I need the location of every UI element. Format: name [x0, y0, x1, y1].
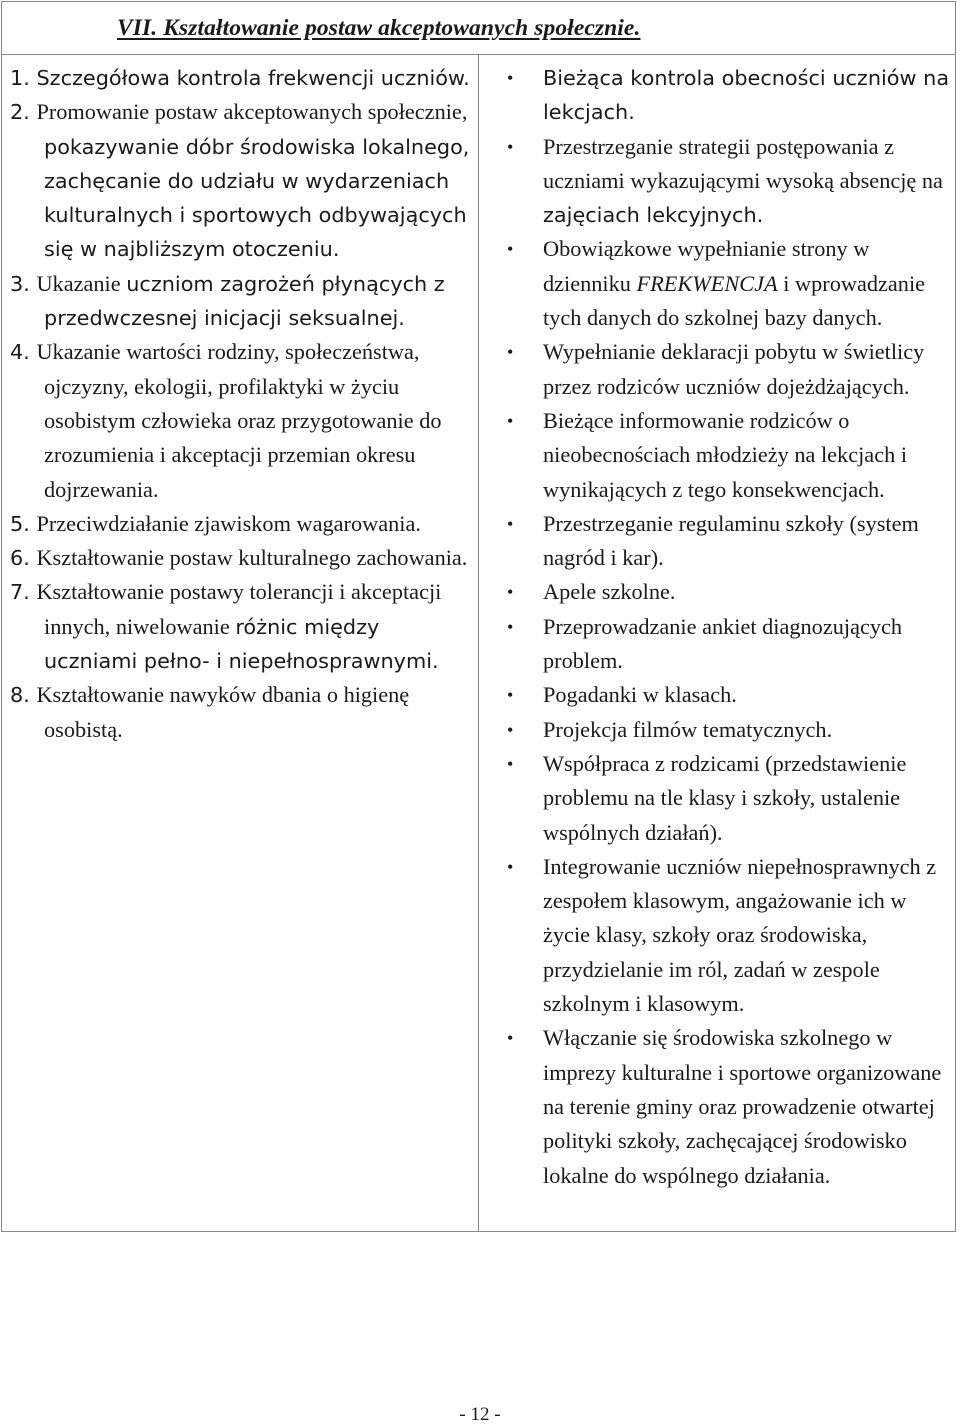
text-segment: Przestrzeganie regulaminu szkoły (system nagród i kar).	[543, 510, 919, 571]
title-cell	[2, 2, 956, 55]
goals-cell	[2, 55, 479, 1232]
text-segment: Projekcja filmów tematycznych.	[543, 716, 833, 742]
goal-item	[10, 61, 470, 95]
text-segment: Integrowanie uczniów niepełnosprawnych z zespołem klasowym, angażowanie ich w życie klasy, szkoły oraz środowiska, przydzielanie im ról, zadań w zespole szkolnym i klasowym.	[543, 853, 937, 1017]
goal-item	[10, 575, 470, 678]
goals-list	[2, 55, 478, 747]
bullet-icon: •	[507, 68, 514, 88]
task-item	[479, 575, 951, 609]
bullet-icon: •	[507, 239, 514, 260]
task-item	[479, 130, 951, 233]
text-segment: 4.	[10, 340, 37, 365]
tasks-list	[479, 55, 955, 1193]
tasks-cell	[479, 55, 956, 1232]
text-segment: Bieżąca kontrola obecności uczniów na lekcjach.	[543, 66, 950, 125]
text-segment: Bieżące informowanie rodziców o nieobecnościach młodzieży na lekcjach i wynikających z tego konsekwencjach.	[543, 407, 908, 502]
text-segment: 3.	[10, 271, 37, 296]
text-segment: Przeprowadzanie ankiet diagnozujących problem.	[543, 613, 903, 674]
text-segment: Przeciwdziałanie zjawiskom wagarowania.	[36, 510, 421, 536]
text-segment: Obowiązkowe wypełnianie strony w dzienniku	[543, 236, 870, 296]
text-segment: Włączanie się środowiska szkolnego w imprezy kulturalne i sportowe organizowane na terenie gminy oraz prowadzenie otwartej polityki szkoły, zachęcającej środowisko lokalne do wspólnego działania.	[543, 1025, 942, 1188]
text-segment: Przestrzeganie strategii postępowania z uczniami wykazującymi wysoką absencję na	[543, 133, 943, 193]
text-segment: 1. Szczegółowa kontrola frekwencji uczniów.	[10, 66, 470, 90]
title-row	[2, 2, 956, 55]
text-segment: różnic między uczniami pełno- i niepełnosprawnymi.	[44, 614, 439, 674]
goal-item	[10, 95, 470, 266]
goal-item	[10, 267, 470, 336]
bullet-icon: •	[507, 616, 514, 637]
text-segment: 8.	[10, 683, 37, 708]
text-segment: uczniom zagrożeń płynących z przedwczesnej inicjacji seksualnej.	[44, 271, 445, 331]
task-item	[479, 404, 951, 507]
text-segment: Ukazanie	[36, 270, 127, 296]
task-item	[479, 507, 951, 576]
task-item	[479, 335, 951, 404]
text-segment: Współpraca z rodzicami (przedstawienie problemu na tle klasy i szkoły, ustalenie wspólnych działań).	[543, 750, 907, 845]
text-segment: zajęciach lekcyjnych.	[543, 203, 764, 228]
content-row	[2, 55, 956, 1232]
task-item	[479, 232, 951, 335]
text-segment: Ukazanie wartości rodziny, społeczeństwa, ojczyzny, ekologii, profilaktyki w życiu osobistym człowieka oraz przygotowanie do zrozumienia i akceptacji przemian okresu dojrzewania.	[36, 339, 442, 502]
text-segment: 5.	[10, 511, 37, 536]
bullet-icon: •	[507, 342, 514, 363]
bullet-icon: •	[507, 1028, 514, 1049]
bullet-icon: •	[507, 856, 514, 877]
task-item	[479, 610, 951, 679]
text-segment: Promowanie postaw akceptowanych społecznie,	[36, 99, 468, 125]
text-segment: Kształtowanie nawyków dbania o higienę osobistą.	[36, 682, 410, 742]
text-segment: 2.	[10, 100, 37, 125]
text-segment: pokazywanie dóbr środowiska lokalnego, zachęcanie do udziału w wydarzeniach kulturalnych i sportowych odbywających się w najbliższym otoczeniu.	[44, 134, 470, 262]
text-segment: i wprowadzanie tych danych do szkolnej bazy danych.	[543, 270, 926, 331]
goal-item	[10, 507, 470, 541]
text-segment: Kształtowanie postaw kulturalnego zachowania.	[36, 545, 468, 571]
bullet-icon: •	[507, 753, 514, 774]
bullet-icon: •	[507, 582, 514, 603]
bullet-icon: •	[507, 136, 514, 157]
text-segment: 6.	[10, 546, 37, 571]
bullet-icon: •	[507, 410, 514, 431]
task-item	[479, 850, 951, 1021]
text-segment: Apele szkolne.	[543, 579, 676, 605]
goal-item	[10, 335, 470, 506]
section-title: VII. Kształtowanie postaw akceptowanych społecznie.	[117, 15, 641, 41]
task-item	[479, 1021, 951, 1192]
text-segment: FREKWENCJA	[636, 270, 778, 296]
bullet-icon: •	[507, 513, 514, 534]
text-segment: 7.	[10, 580, 37, 605]
text-segment: Wypełnianie deklaracji pobytu w świetlicy przez rodziców uczniów dojeżdżających.	[543, 339, 925, 399]
task-item	[479, 678, 951, 712]
task-item	[479, 713, 951, 747]
goal-item	[10, 541, 470, 575]
text-segment: Pogadanki w klasach.	[543, 682, 737, 708]
task-item	[479, 747, 951, 850]
page-number: - 12 -	[459, 1404, 501, 1425]
task-item	[479, 61, 951, 130]
bullet-icon: •	[507, 719, 514, 740]
bullet-icon: •	[507, 685, 514, 706]
section-table	[1, 1, 956, 1232]
goal-item	[10, 678, 470, 747]
text-segment: Kształtowanie postawy tolerancji i akceptacji innych, niwelowanie	[36, 579, 442, 639]
